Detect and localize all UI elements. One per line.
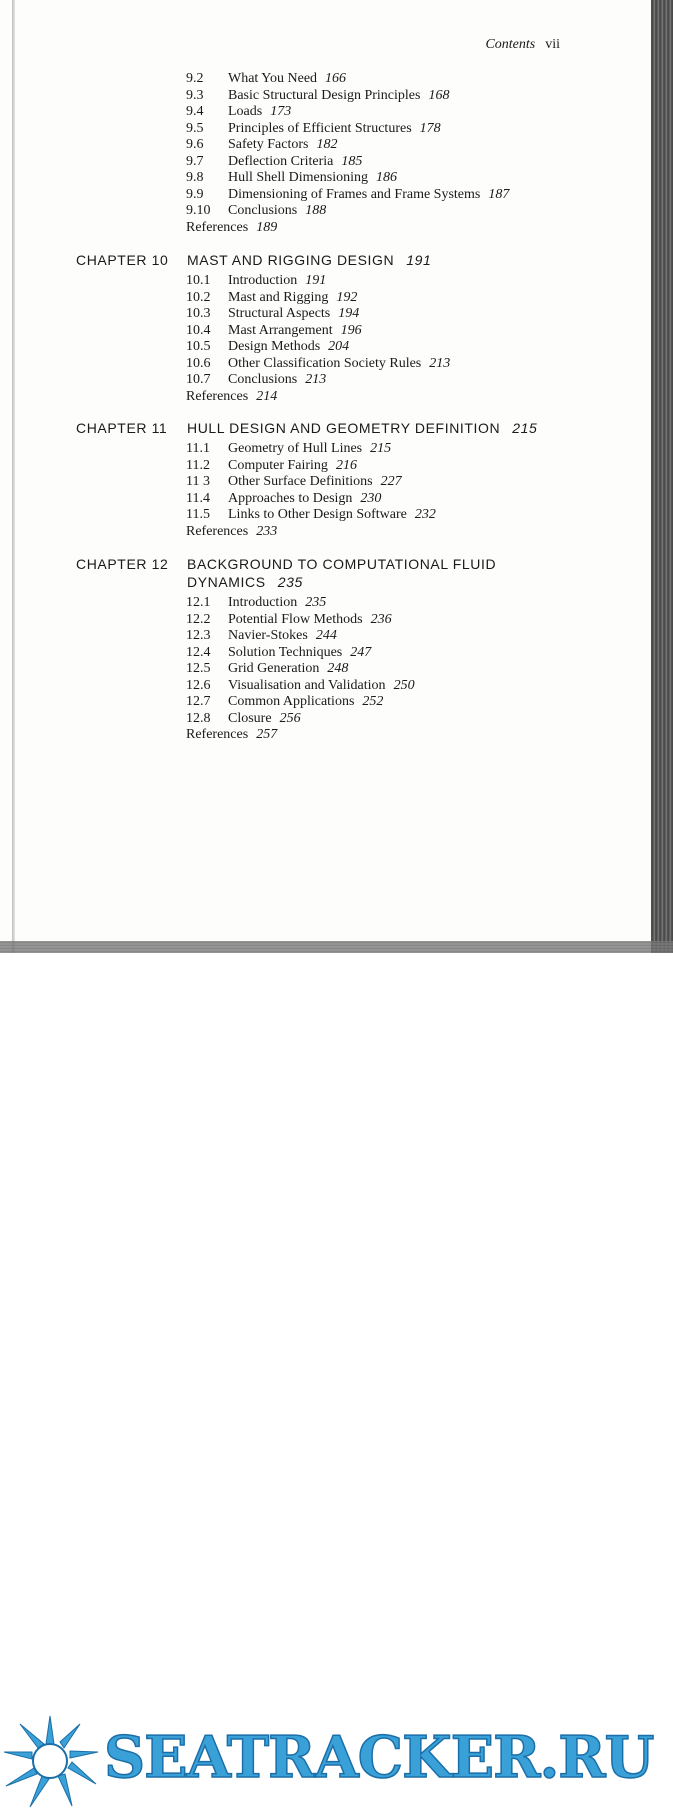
toc-entry — [186, 169, 397, 186]
section-number: 12.6 — [186, 677, 211, 693]
page-number: 235 — [305, 595, 327, 610]
section-number: 9.6 — [186, 137, 204, 152]
section-title: Loads — [228, 104, 263, 119]
section-number: 12.4 — [186, 644, 211, 660]
page-number: 182 — [316, 137, 338, 152]
chapter-label: CHAPTER 12 — [76, 556, 169, 572]
references-label: References — [186, 388, 249, 404]
page-number: 213 — [305, 372, 327, 387]
section-title: Geometry of Hull Lines — [228, 441, 363, 456]
section-number: 10.3 — [186, 306, 211, 321]
page-number: 250 — [393, 677, 415, 693]
section-title: Basic Structural Design Principles — [228, 87, 421, 103]
toc-entry — [186, 305, 359, 322]
page-number: 173 — [270, 104, 292, 119]
section-title: Conclusions — [228, 372, 298, 387]
section-title: Mast Arrangement — [228, 322, 333, 338]
page-number: 247 — [350, 644, 372, 660]
section-title: Dimensioning of Frames and Frame Systems — [228, 186, 481, 202]
toc-entry — [186, 490, 381, 507]
page-number: 185 — [341, 153, 363, 169]
toc-entry — [186, 594, 326, 611]
page-number: 189 — [256, 219, 278, 235]
section-title: Closure — [228, 710, 272, 726]
section-number: 10.4 — [186, 322, 211, 338]
chapter-title-line: MAST AND RIGGING DESIGN — [187, 252, 395, 268]
running-header-page: vii — [545, 37, 560, 52]
page-stack-edge-right — [651, 0, 673, 953]
toc-entry — [186, 611, 392, 628]
section-number: 9.8 — [186, 170, 204, 185]
page-number: 178 — [419, 120, 441, 136]
section-number: 9.7 — [186, 153, 204, 169]
toc-entry — [186, 644, 371, 661]
toc-entry — [186, 103, 291, 120]
section-number: 9.5 — [186, 120, 204, 136]
section-title: What You Need — [228, 71, 318, 86]
section-title: Safety Factors — [228, 137, 309, 152]
toc-entry — [186, 289, 357, 306]
chapter-title — [187, 555, 496, 591]
chapter-title-last-line — [187, 573, 496, 591]
toc-entry — [186, 153, 362, 170]
chapter-label: CHAPTER 11 — [76, 420, 168, 436]
references-entry — [186, 219, 277, 236]
section-title: Mast and Rigging — [228, 289, 329, 305]
chapter-title-line: HULL DESIGN AND GEOMETRY DEFINITION — [187, 420, 501, 436]
section-number: 11 3 — [186, 474, 210, 489]
section-number: 10.1 — [186, 273, 211, 288]
toc-entry — [186, 272, 326, 289]
page-number: 166 — [325, 71, 347, 86]
page-number: 204 — [328, 339, 350, 354]
section-title: Grid Generation — [228, 661, 320, 676]
page-number: 215 — [370, 441, 392, 456]
page-left-shadow — [12, 0, 15, 953]
references-entry — [186, 388, 277, 405]
toc-entry — [186, 338, 349, 355]
section-title: Introduction — [228, 595, 298, 610]
toc-entry — [186, 693, 383, 710]
section-number: 10.7 — [186, 372, 211, 387]
section-title: Common Applications — [228, 694, 355, 709]
chapter-page-number: 215 — [512, 420, 538, 436]
page-number: 244 — [315, 628, 337, 643]
toc-entry — [186, 660, 348, 677]
section-title: Solution Techniques — [228, 644, 343, 660]
toc-entry — [186, 473, 402, 490]
toc-entry — [186, 457, 357, 474]
section-number: 10.5 — [186, 339, 211, 354]
section-title: Navier-Stokes — [228, 628, 308, 643]
chapter-title-last-line — [187, 251, 431, 269]
chapter-title-line: BACKGROUND TO COMPUTATIONAL FLUID — [187, 556, 497, 572]
section-title: Approaches to Design — [228, 490, 353, 506]
section-number: 12.5 — [186, 661, 211, 676]
references-label: References — [186, 727, 249, 742]
page-number: 187 — [488, 186, 510, 202]
page-number: 232 — [414, 507, 436, 522]
page-number: 194 — [338, 306, 360, 321]
toc-entry — [186, 355, 450, 372]
toc-entry — [186, 371, 326, 388]
section-number: 12.3 — [186, 628, 211, 643]
references-entry — [186, 523, 277, 540]
toc-entry — [186, 87, 449, 104]
page-number: 230 — [360, 490, 382, 506]
section-number: 12.2 — [186, 611, 211, 627]
chapter-page-number: 191 — [406, 252, 432, 268]
chapter-title — [187, 419, 537, 437]
watermark-text: SEATRACKER.RU — [104, 1724, 654, 1791]
section-title: Hull Shell Dimensioning — [228, 170, 368, 185]
chapter-label: CHAPTER 10 — [76, 252, 169, 268]
page-number: 233 — [256, 523, 278, 539]
section-number: 11.5 — [186, 507, 210, 522]
page-number: 196 — [340, 322, 362, 338]
section-title: Computer Fairing — [228, 457, 328, 473]
section-title: Design Methods — [228, 339, 321, 354]
chapter-page-number: 235 — [277, 574, 303, 590]
section-title: Conclusions — [228, 203, 298, 218]
section-number: 11.2 — [186, 457, 210, 473]
section-number: 9.3 — [186, 87, 204, 103]
toc-entry — [186, 136, 337, 153]
toc-entry — [186, 70, 346, 87]
running-header-title: Contents — [485, 37, 536, 52]
page-number: 236 — [370, 611, 392, 627]
watermark — [0, 858, 673, 1791]
section-number: 12.7 — [186, 694, 211, 709]
page-number: 256 — [279, 710, 301, 726]
page-number: 216 — [335, 457, 357, 473]
section-title: Other Classification Society Rules — [228, 355, 422, 371]
page-number: 168 — [428, 87, 450, 103]
page-number: 248 — [327, 661, 349, 676]
section-number: 11.1 — [186, 441, 210, 456]
page-number: 257 — [256, 727, 278, 742]
page-number: 252 — [362, 694, 384, 709]
section-title: Principles of Efficient Structures — [228, 120, 412, 136]
page-number: 191 — [305, 273, 327, 288]
section-number: 9.4 — [186, 104, 204, 119]
sun-burst-icon — [2, 1714, 102, 1809]
toc-entry — [186, 186, 509, 203]
toc-entry — [186, 677, 415, 694]
section-number: 12.1 — [186, 595, 211, 610]
section-number: 12.8 — [186, 710, 211, 726]
page-number: 227 — [380, 474, 402, 489]
chapter-title-line: DYNAMICS — [187, 574, 266, 590]
page-number: 213 — [429, 355, 451, 371]
page-number: 214 — [256, 388, 278, 404]
references-label: References — [186, 219, 249, 235]
running-header — [0, 37, 560, 53]
section-title: Links to Other Design Software — [228, 507, 407, 522]
toc-entry — [186, 627, 337, 644]
section-title: Structural Aspects — [228, 306, 331, 321]
section-title: Introduction — [228, 273, 298, 288]
toc-entry — [186, 322, 362, 339]
chapter-title — [187, 251, 431, 269]
section-number: 9.10 — [186, 203, 211, 218]
section-title: Deflection Criteria — [228, 153, 334, 169]
chapter-title-last-line — [187, 419, 537, 437]
section-number: 10.6 — [186, 355, 211, 371]
toc-entry — [186, 710, 301, 727]
toc-entry — [186, 440, 391, 457]
section-number: 9.9 — [186, 186, 204, 202]
section-number: 11.4 — [186, 490, 210, 506]
section-title: Visualisation and Validation — [228, 677, 386, 693]
page-number: 186 — [376, 170, 397, 185]
section-number: 9.2 — [186, 71, 204, 86]
references-label: References — [186, 523, 249, 539]
references-entry — [186, 726, 277, 743]
section-number: 10.2 — [186, 289, 211, 305]
section-title: Potential Flow Methods — [228, 611, 363, 627]
section-title: Other Surface Definitions — [228, 474, 373, 489]
page-number: 192 — [336, 289, 358, 305]
toc-entry — [186, 506, 436, 523]
page-number: 188 — [305, 203, 327, 218]
toc-entry — [186, 202, 326, 219]
toc-entry — [186, 120, 441, 137]
